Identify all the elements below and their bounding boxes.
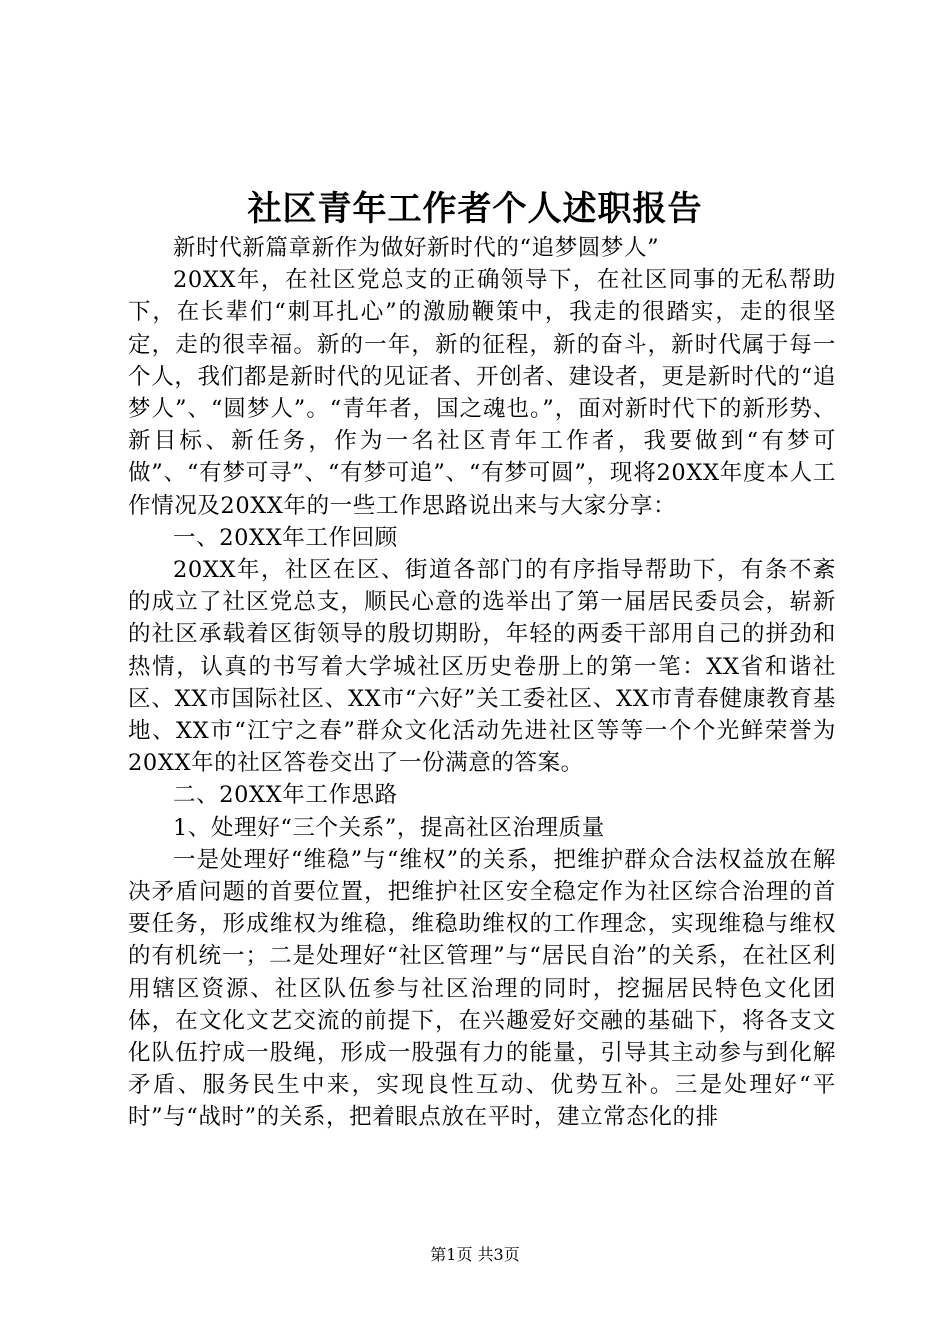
subtitle-paragraph: 新时代新篇章新作为做好新时代的“追梦圆梦人” — [173, 235, 660, 261]
subsection-heading: 1、处理好“三个关系”，提高社区治理质量 — [173, 814, 605, 841]
page-number-footer: 第1页 共3页 — [430, 1245, 520, 1264]
section-heading-plan: 二、20XX年工作思路 — [173, 782, 398, 809]
section-heading-review: 一、20XX年工作回顾 — [173, 524, 398, 551]
document-body — [128, 232, 836, 1134]
review-paragraph: 20XX年，社区在区、街道各部门的有序指导帮助下，有条不紊的成立了社区党总支，顺民心意的选举出了第一届居民委员会，崭新的社区承载着区街领导的殷切期盼，年轻的两委干部用自己的拼劲和热情，认真的书写着大学城社区历史卷册上的第一笔：XX省和谐社区、XX市国际社区、XX市“六好”关工委社区、XX市青春健康教育基地、XX市“江宁之春”群众文化活动先进社区等等一个个光鲜荣誉为20XX年的社区答卷交出了一份满意的答案。 — [128, 557, 836, 777]
plan-paragraph: 一是处理好“维稳”与“维权”的关系，把维护群众合法权益放在解决矛盾问题的首要位置，把维护社区安全稳定作为社区综合治理的首要任务，形成维权为维稳，维稳助维权的工作理念，实现维稳与维权的有机统一；二是处理好“社区管理”与“居民自治”的关系，在社区利用辖区资源、社区队伍参与社区治理的同时，挖掘居民特色文化团体，在文化文艺交流的前提下，在兴趣爱好交融的基础下，将各支文化队伍拧成一股绳，形成一股强有力的能量，引导其主动参与到化解矛盾、服务民生中来，实现良性互动、优势互补。三是处理好“平时”与“战时”的关系，把着眼点放在平时，建立常态化的排 — [128, 846, 836, 1131]
intro-paragraph: 20XX年，在社区党总支的正确领导下，在社区同事的无私帮助下，在长辈们“刺耳扎心”的激励鞭策中，我走的很踏实，走的很坚定，走的很幸福。新的一年，新的征程，新的奋斗，新时代属于每一个人，我们都是新时代的见证者、开创者、建设者，更是新时代的“追梦人”、“圆梦人”。“青年者，国之魂也。”，面对新时代下的新形势、新目标、新任务，作为一名社区青年工作者，我要做到“有梦可做”、“有梦可寻”、“有梦可追”、“有梦可圆”，现将20XX年度本人工作情况及20XX年的一些工作思路说出来与大家分享： — [128, 267, 836, 519]
document-title: 社区青年工作者个人述职报告 — [247, 189, 703, 229]
